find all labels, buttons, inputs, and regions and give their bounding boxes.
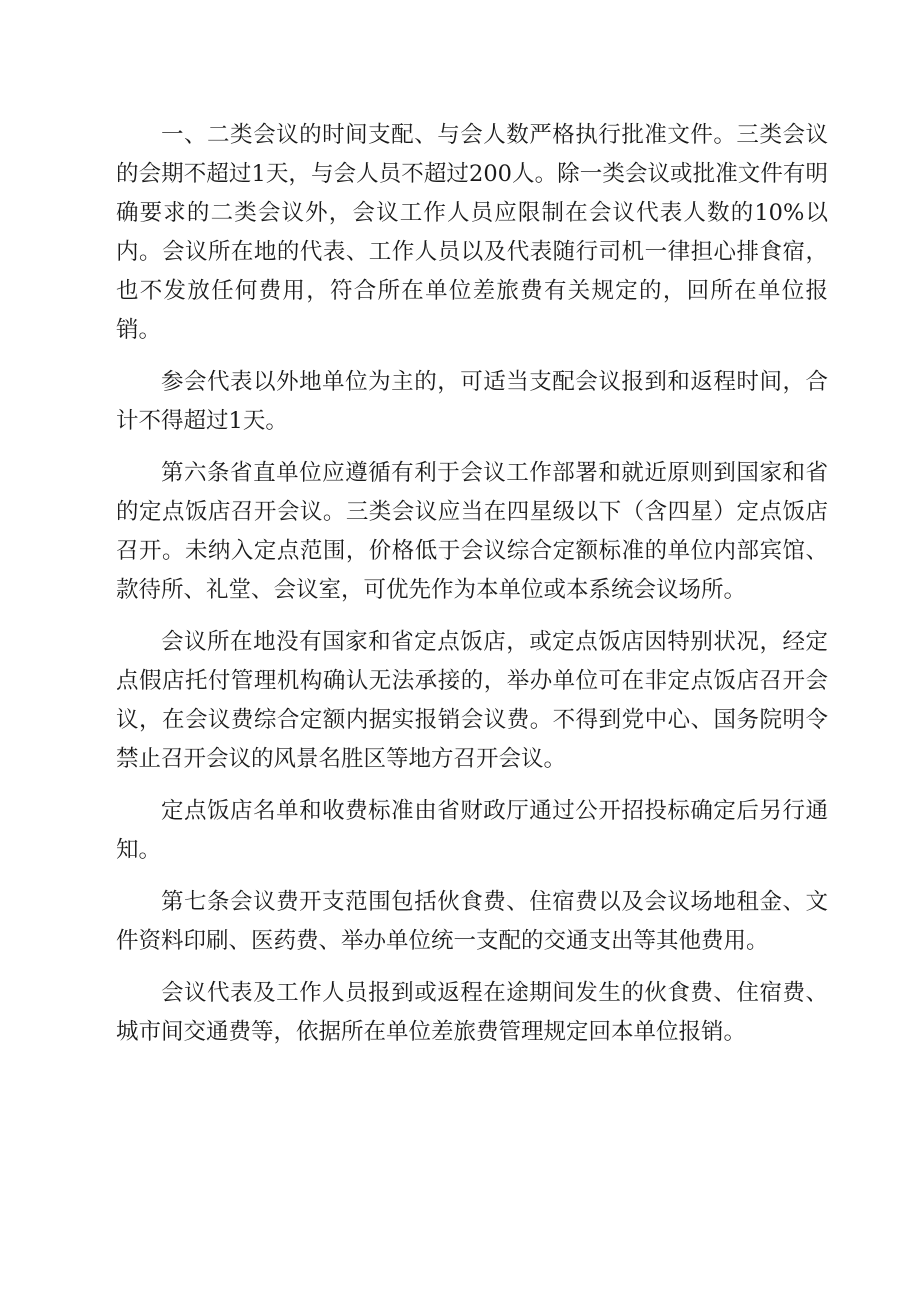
- paragraph-meeting-schedule: 一、二类会议的时间支配、与会人数严格执行批准文件。三类会议的会期不超过1天，与会人员不超过200人。除一类会议或批准文件有明确要求的二类会议外，会议工作人员应限制在会议代表人数的10%以内。会议所在地的代表、工作人员以及代表随行司机一律担心排食宿，也不发放任何费用，符合所在单位差旅费有关规定的，回所在单位报销。: [116, 122, 828, 343]
- paragraph-article-seven: 第七条会议费开支范围包括伙食费、住宿费以及会议场地租金、文件资料印刷、医药费、举办单位统一支配的交通支出等其他费用。: [116, 889, 828, 954]
- paragraph-hotel-list-notice: 定点饭店名单和收费标准由省财政厅通过公开招投标确定后另行通知。: [116, 798, 828, 863]
- document-body: [116, 116, 828, 1065]
- paragraph-article-six: 第六条省直单位应遵循有利于会议工作部署和就近原则到国家和省的定点饭店召开会议。三类会议应当在四星级以下（含四星）定点饭店召开。未纳入定点范围，价格低于会议综合定额标准的单位内部宾馆、款待所、礼堂、会议室，可优先作为本单位或本系统会议场所。: [116, 460, 828, 603]
- paragraph-travel-time: 参会代表以外地单位为主的，可适当支配会议报到和返程时间，合计不得超过1天。: [116, 369, 828, 434]
- paragraph-travel-reimbursement: 会议代表及工作人员报到或返程在途期间发生的伙食费、住宿费、城市间交通费等，依据所在单位差旅费管理规定回本单位报销。: [116, 980, 828, 1045]
- paragraph-non-designated-hotel: 会议所在地没有国家和省定点饭店，或定点饭店因特别状况，经定点假店托付管理机构确认无法承接的，举办单位可在非定点饭店召开会议，在会议费综合定额内据实报销会议费。不得到党中心、国务院明令禁止召开会议的风景名胜区等地方召开会议。: [116, 629, 828, 772]
